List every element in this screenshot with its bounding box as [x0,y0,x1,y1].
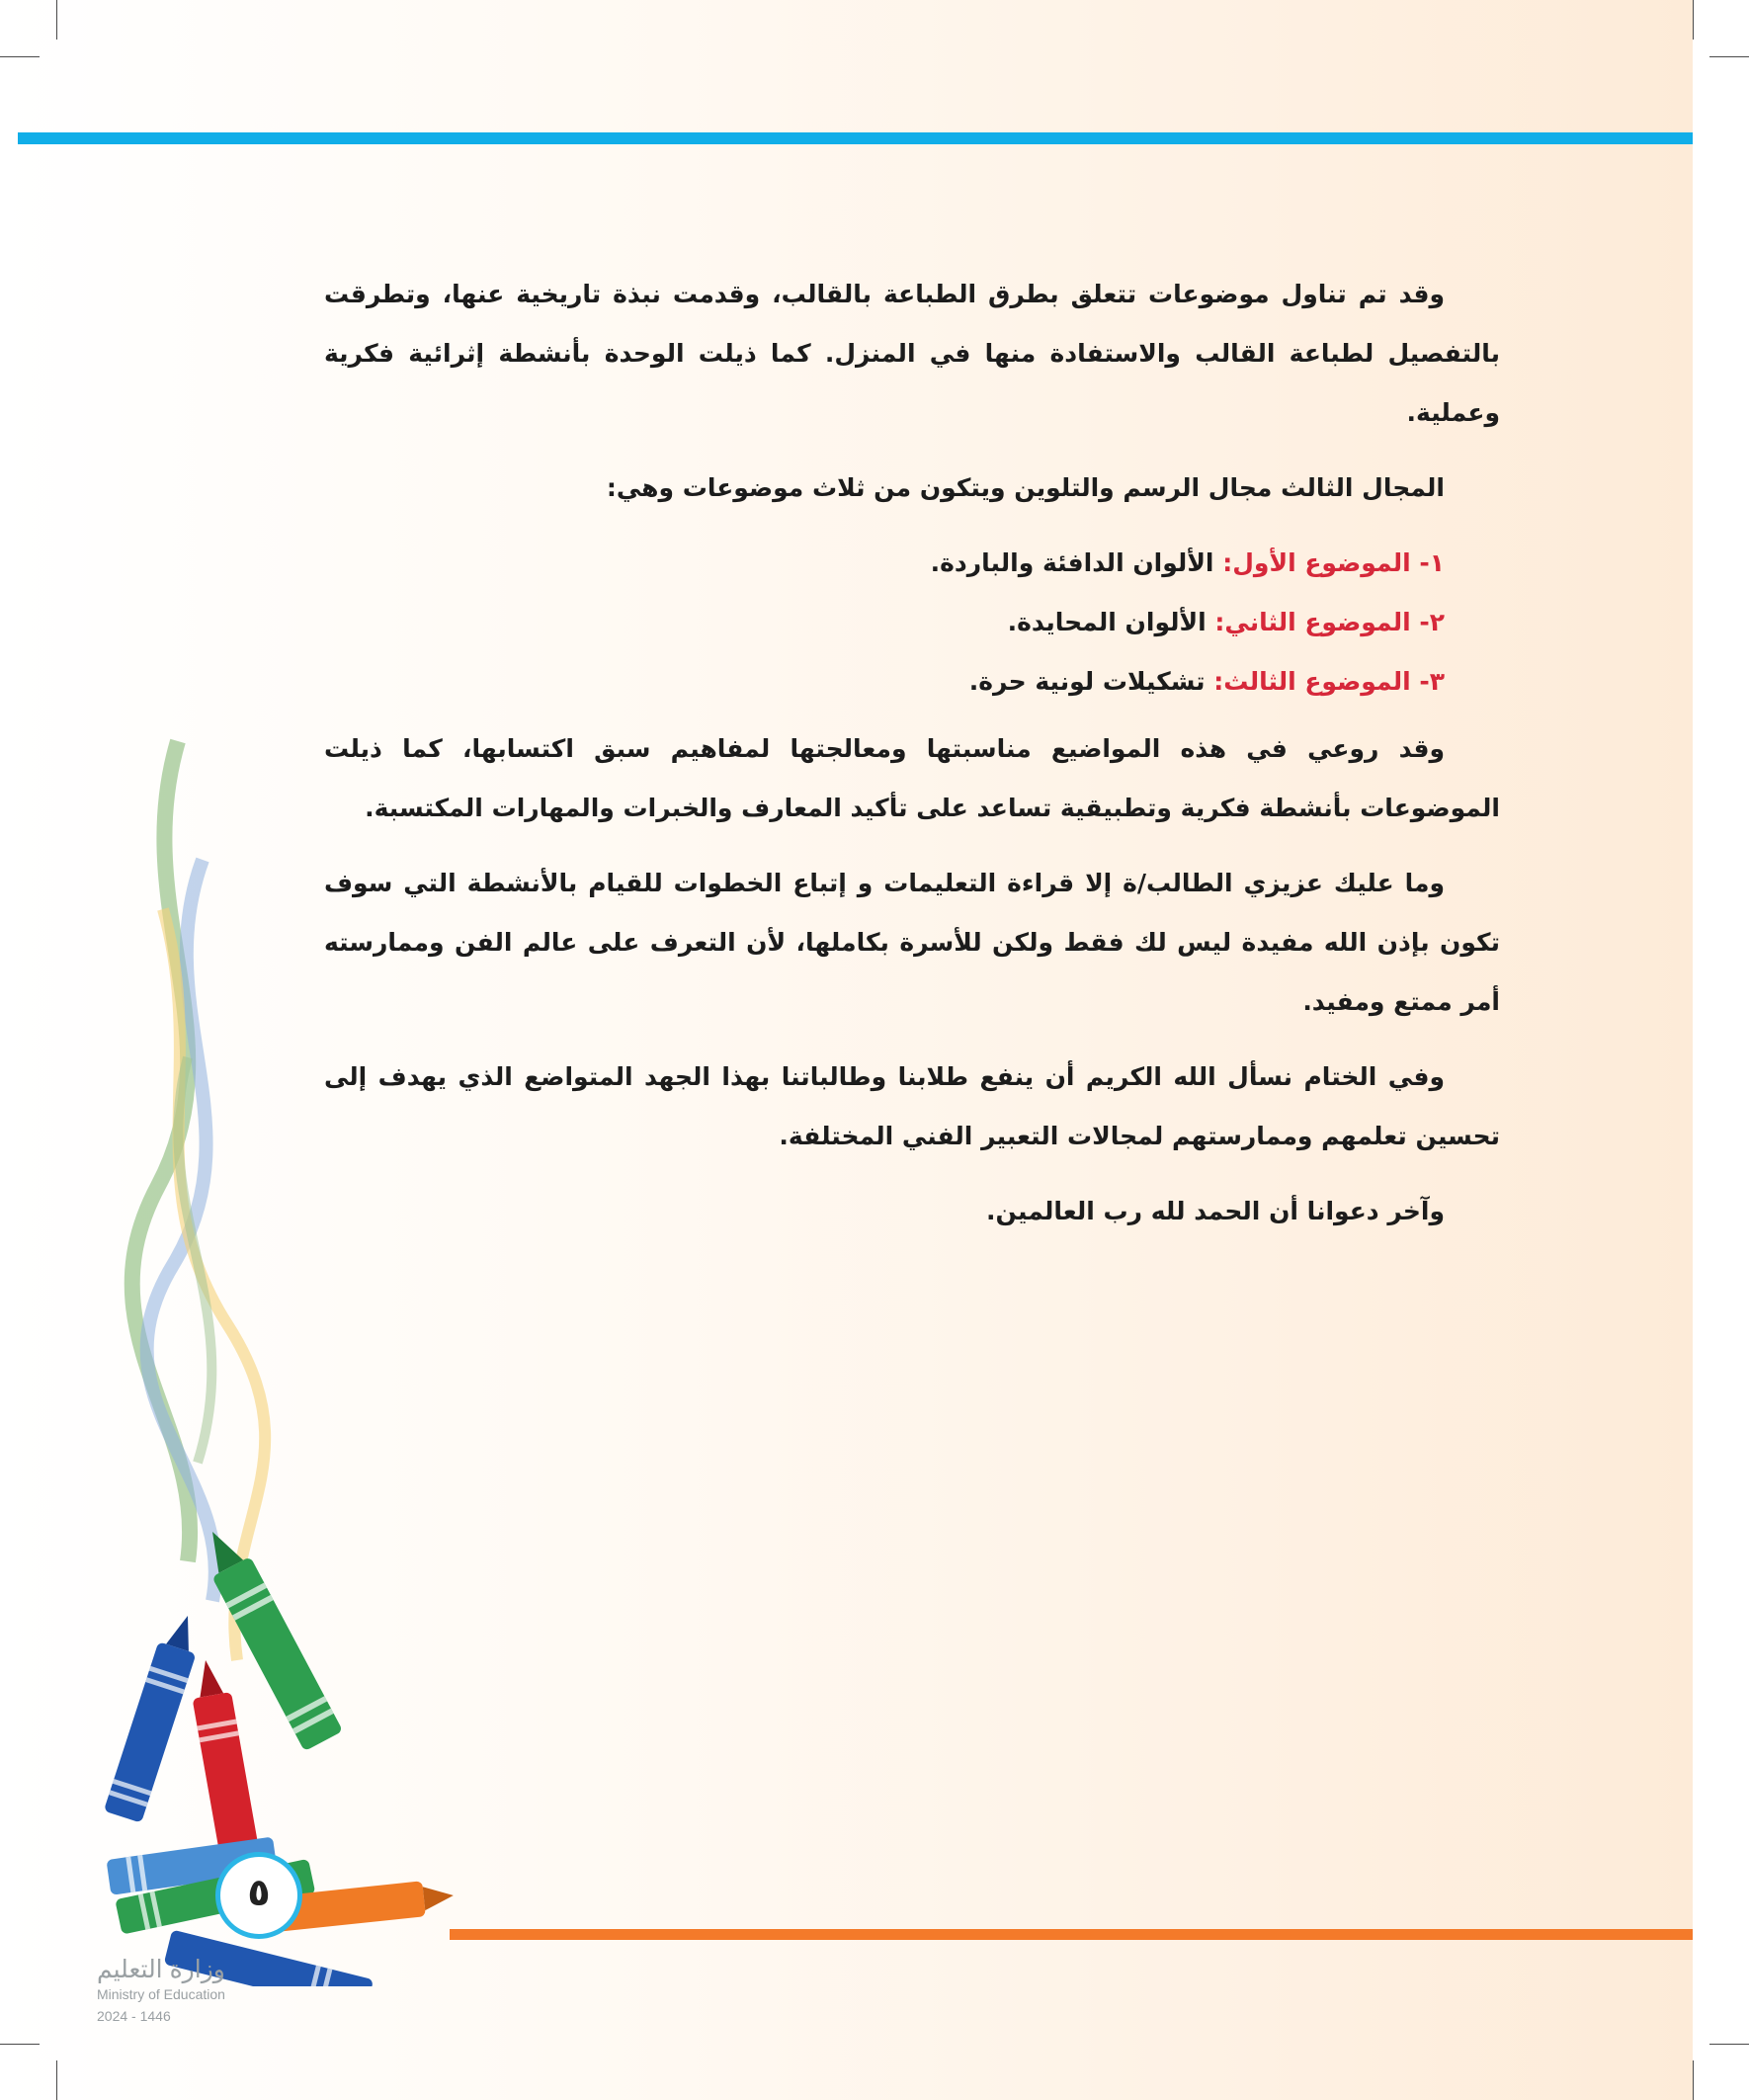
third-field-paragraph: المجال الثالث مجال الرسم والتلوين ويتكون من ثلاث موضوعات وهي: [606,473,1445,502]
page-number-badge: ٥ [215,1852,302,1939]
topic-label: ٢- الموضوع الثاني: [1214,608,1445,636]
student-paragraph: وما عليك عزيزي الطالب/ة إلا قراءة التعليمات و إتباع الخطوات للقيام بالأنشطة التي سوف تكون بإذن الله مفيدة ليس لك فقط ولكن للأسرة بكاملها، لأن التعرف على عالم الفن وممارسته أمر ممتع ومفيد. [324,869,1500,1016]
top-rule [18,132,1693,144]
crop-mark [1709,56,1749,57]
intro-paragraph: وقد تم تناول موضوعات تتعلق بطرق الطباعة بالقالب، وقدمت نبذة تاريخية عنها، وتطرقت بالتفصيل لطباعة القالب والاستفادة منها في المنزل. كما ذيلت الوحدة بأنشطة إثرائية فكرية وعملية. [324,280,1500,427]
topic-item-3 [324,652,1500,712]
crop-mark [1693,0,1694,40]
blue-crayon [104,1610,207,1823]
topic-label: ٣- الموضوع الثالث: [1213,667,1445,696]
crop-mark [56,0,57,40]
topic-text: تشكيلات لونية حرة. [968,667,1206,696]
bottom-rule [450,1929,1693,1940]
topics-review-paragraph: وقد روعي في هذه المواضيع مناسبتها ومعالجتها لمفاهيم سبق اكتسابها، كما ذيلت الموضوعات بأنشطة فكرية وتطبيقية تساعد على تأكيد المعارف والخبرات والمهارات المكتسبة. [324,734,1500,822]
closing-paragraph: وفي الختام نسأل الله الكريم أن ينفع طلابنا وطالباتنا بهذا الجهد المتواضع الذي يهدف إلى تحسين تعلمهم وممارستهم لمجالات التعبير الفني المختلفة. [324,1062,1500,1150]
crop-mark [56,2060,57,2100]
ministry-name-english: Ministry of Education [97,1986,225,2002]
topic-item-2 [324,593,1500,652]
edition-year: 2024 - 1446 [97,2008,171,2024]
topic-item-1 [324,534,1500,593]
topic-text: الألوان المحايدة. [1007,608,1207,636]
crop-mark [0,56,40,57]
topic-label: ١- الموضوع الأول: [1222,548,1445,577]
ministry-name-arabic: وزارة التعليم [97,1956,225,1983]
ministry-logo [97,1955,285,2024]
crop-mark [1693,2060,1694,2100]
crop-mark [1709,2044,1749,2045]
crop-mark [0,2044,40,2045]
crayons-illustration [0,712,464,1986]
topic-text: الألوان الدافئة والباردة. [930,548,1214,577]
main-text [324,265,1500,1257]
final-prayer: وآخر دعوانا أن الحمد لله رب العالمين. [986,1197,1445,1225]
